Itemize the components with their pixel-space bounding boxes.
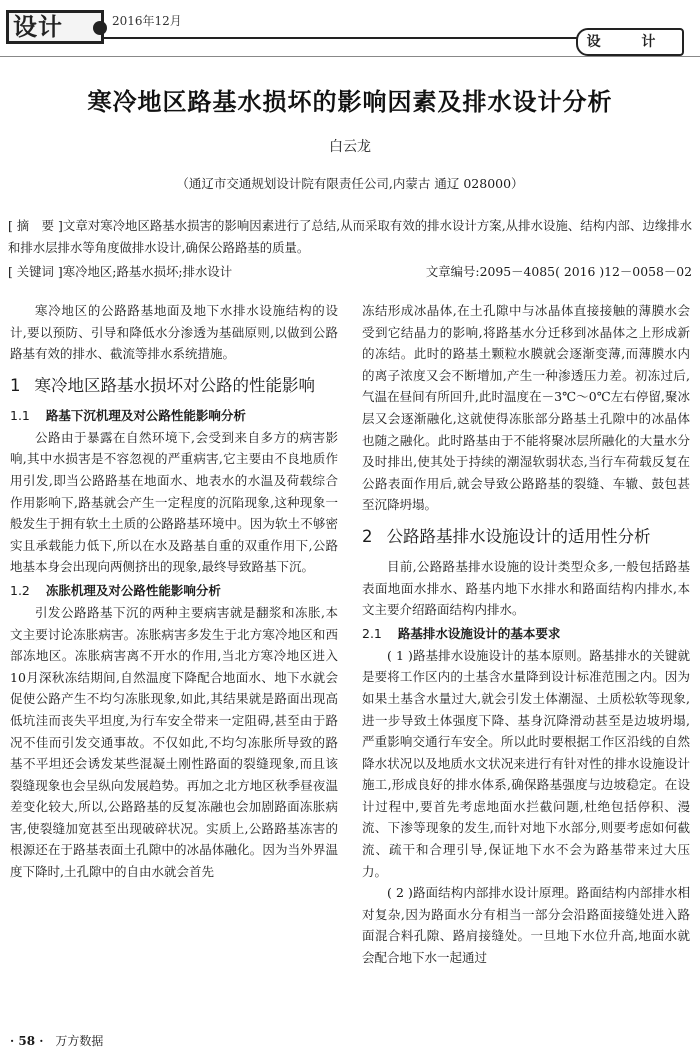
article-number: 文章编号:2095－4085( 2016 )12－0058－02 xyxy=(425,264,692,279)
body-paragraph: 公路由于暴露在自然环境下,会受到来自多方的病害影响,其中水损害是不容忽视的严重病害,它主要由不良地质作用引发,即当公路路基在地面水、地表水的水温及荷载综合作用影响下,路基就会产生一定程度的沉陷现象,这种现象一般发生于拥有软土土质的公路路基环境中。因为软土不够密实且承载能力低下,所以在水及路基自重的双重作用下,公路地基本身会出现向两侧挤出的现象,最终导致路基下沉。 xyxy=(10,429,338,575)
abstract xyxy=(8,215,692,259)
body-paragraph: ( 2 )路面结构内部排水设计原理。路面结构内部排水相对复杂,因为路面水分有相当一部分会沿路面接缝处进入路面混合料孔隙、路肩接缝处。一旦地下水位升高,地面水就会配合地下水一起通过 xyxy=(362,885,690,966)
subsection-1-1-heading xyxy=(10,405,338,427)
subsection-2-1-title: 路基排水设施设计的基本要求 xyxy=(397,625,561,641)
section-2-heading xyxy=(362,524,690,550)
page-footer xyxy=(10,1032,103,1049)
intro-paragraph: 寒冷地区的公路路基地面及地下水排水设施结构的设计,要以预防、引导和降低水分渗透为基础原则,以做到公路路基有效的排水、截流等排水系统措施。 xyxy=(10,303,338,362)
right-column xyxy=(362,300,690,969)
body-paragraph: 引发公路路基下沉的两种主要病害就是翻浆和冻胀,本文主要讨论冻胀病害。冻胀病害多发生于北方寒冷地区和西部冻地区。冻胀病害离不开水的作用,当北方寒冷地区进入10月深秋冻结期间,自然温度下降配合地面水、地下水就会促使公路产生不均匀冻胀现象,如此,其结果就是路面出现高低坑洼而丧失平坦度,为行车安全带来一定阻碍,甚至由于路况不佳而引发交通事故。不仅如此,不均匀冻胀所导致的路基不平坦还会诱发某些混凝土刚性路面的裂缝现象,而且该裂缝现象也会呈纵向发展趋势。再加之北方地区秋季昼夜温差变化较大,所以,公路路基的反复冻融也会加剧路面冻胀病害,使裂缝加宽甚至出现破碎状况。实质上,公路路基冻害的根源还在于路基表面土孔隙中的冰晶体融化。因为当外界温度下降时,土孔隙中的自由水就会首先 xyxy=(10,604,338,880)
body-paragraph: 目前,公路路基排水设施的设计类型众多,一般包括路基表面地面水排水、路基内地下水排水和路面结构内排水,本文主要介绍路面结构内排水。 xyxy=(362,558,690,618)
journal-logo xyxy=(6,10,104,44)
header-rule-secondary xyxy=(0,56,700,57)
subsection-1-1-number: 1.1 xyxy=(10,407,30,423)
subsection-1-1-title: 路基下沉机理及对公路性能影响分析 xyxy=(45,407,246,423)
section-1-number: 1 xyxy=(10,375,21,395)
header-rule xyxy=(104,37,584,39)
section-1-heading xyxy=(10,373,338,399)
abstract-text: 文章对寒冷地区路基水损害的影响因素进行了总结,从而采取有效的排水设计方案,从排水设施、结构内部、边缘排水和排水层排水等角度做排水设计,确保公路路基的质量。 xyxy=(8,218,692,255)
body-paragraph: ( 1 )路基排水设施设计的基本原则。路基排水的关键就是要将工作区内的土基含水量降到设计标准范围之内。因为如果土基含水量过大,就会引发土体潮湿、土质松软等现象,进一步导致土体强度下降、基身沉降滑动甚至是边坡坍塌,严重影响交通行车安全。所以此时要根据工作区沿线的自然降水状况以及地质水文状况来进行有针对性的排水设施设计施工,形成良好的排水体系,确保路基强度与边坡稳定。在设计过程中,要首先考虑地面水拦截问题,杜绝包括停积、漫流、下渗等现象的发生,而针对地下水部分,则要考虑如何截流、疏干和合理引导,保证地下水不会为路基带来过大压力。 xyxy=(362,647,690,879)
affiliation: （通辽市交通规划设计院有限责任公司,内蒙古 通辽 028000） xyxy=(176,176,524,191)
keywords-text: 寒冷地区;路基水损坏;排水设计 xyxy=(62,264,233,279)
keywords-line xyxy=(8,262,692,280)
subsection-1-2-heading xyxy=(10,580,338,602)
subsection-1-2-title: 冻胀机理及对公路性能影响分析 xyxy=(45,582,221,598)
section-2-number: 2 xyxy=(362,526,373,546)
article-title: 寒冷地区路基水损坏的影响因素及排水设计分析 xyxy=(87,88,613,116)
subsection-2-1-heading xyxy=(362,623,690,645)
section-tag: 设 计 xyxy=(576,28,684,56)
section-2-title: 公路路基排水设施设计的适用性分析 xyxy=(386,526,651,546)
section-1-title: 寒冷地区路基水损坏对公路的性能影响 xyxy=(34,375,315,395)
left-column xyxy=(10,300,338,883)
abstract-label: [ 摘 要 ] xyxy=(8,218,63,233)
page-number: · 58 · xyxy=(10,1034,44,1048)
source-label: 万方数据 xyxy=(55,1034,104,1048)
page-header xyxy=(0,0,700,60)
subsection-1-2-number: 1.2 xyxy=(10,582,30,598)
keywords-label: [ 关键词 ] xyxy=(8,264,63,279)
author: 白云龙 xyxy=(329,139,371,155)
issue-date: 2016年12月 xyxy=(112,14,182,28)
subsection-2-1-number: 2.1 xyxy=(362,625,382,641)
continued-paragraph: 冻结形成冰晶体,在土孔隙中与冰晶体直接接触的薄膜水会受到它结晶力的影响,将路基水分迁移到冰晶体之上形成新的冻结。此时的路基土颗粒水膜就会逐渐变薄,而薄膜水内的离子浓度又会不断增加,产生一种渗透压力差。初冻过后,气温在昼间有所回升,此时温度在－3℃～0℃左右停留,聚冰层又会逐渐融化,这就使得冻胀部分路基土孔隙中的冰晶体也随之融化。此时路基由于不能将聚冰层所融化的大量水分及时排出,使其处于持续的潮湿软弱状态,当行车荷载反复在公路表面作用后,就会导致公路路基的裂缝、车辙、鼓包甚至沉降坍塌。 xyxy=(362,303,690,513)
logo-text: 设计 xyxy=(13,13,63,41)
